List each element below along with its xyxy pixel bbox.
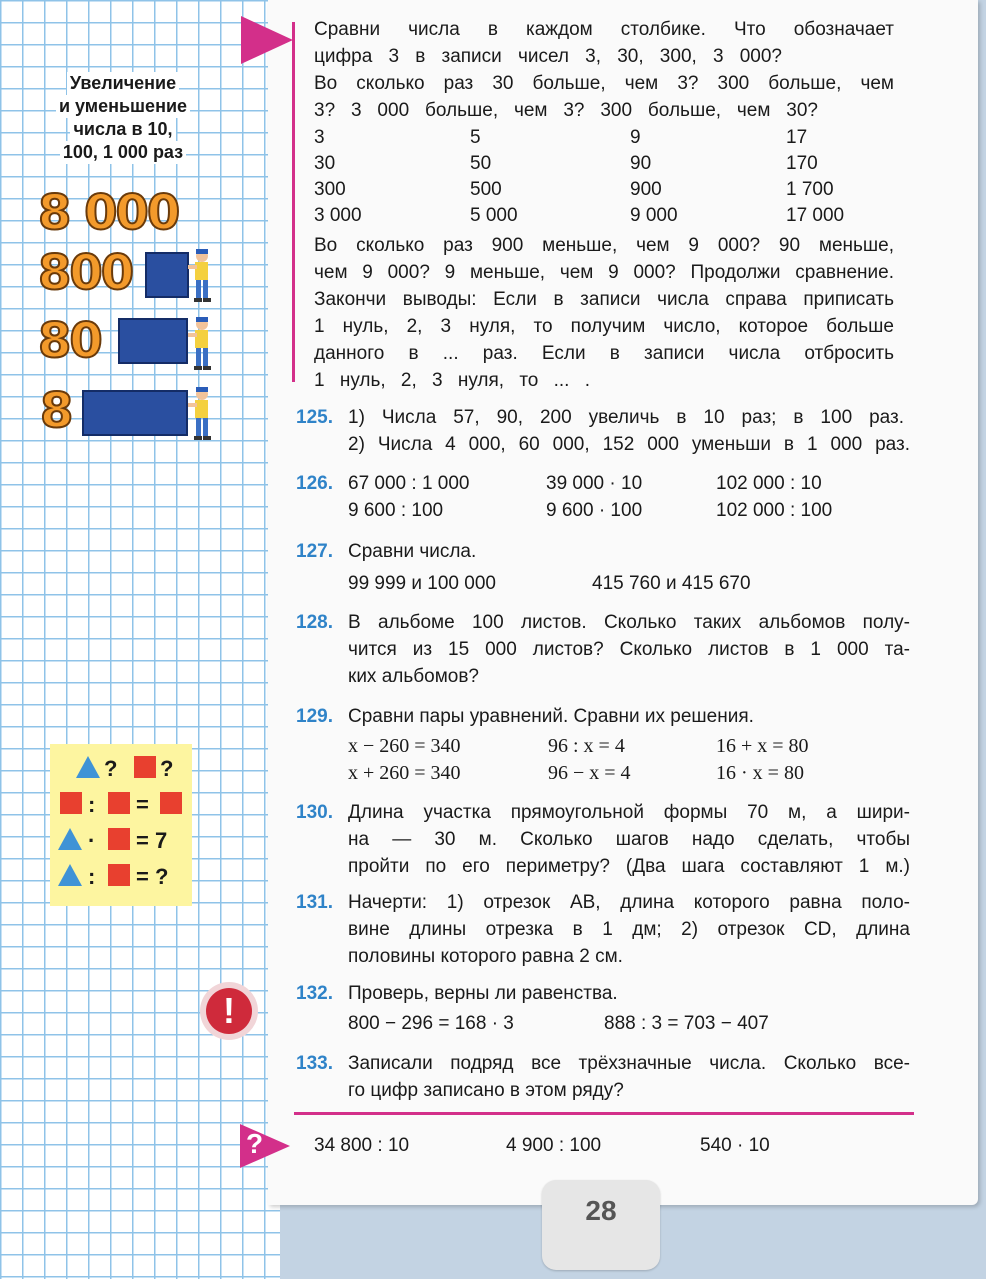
puzzle-symbol: : [88,792,96,817]
puzzle-symbol: = ? [136,864,169,889]
expression: 39 000 · 10 [546,473,643,494]
blue-block [145,252,189,298]
equation: 96 − x = 4 [548,762,631,784]
square-icon [160,792,182,814]
exercise-text: Начерти: 1) отрезок AB, длина которого равна поло- [348,892,910,913]
divider-line [294,1112,914,1115]
exercise-text: Сравни пары уравнений. Сравни их решения. [348,706,754,727]
digits-8000: 8 000 [38,185,179,241]
pushing-boy-icon [188,386,214,442]
digits-80: 80 [38,313,101,369]
intro-text-line: Закончи выводы: Если в записи числа справа приписать [314,289,894,310]
exercise-text: В альбоме 100 листов. Сколько таких альбомов полу- [348,612,910,633]
table-cell: 5 [470,127,481,148]
exercise-text: на — 30 м. Сколько шагов надо сделать, чтобы [348,829,910,850]
puzzle-row [50,754,192,784]
expression: 9 600 : 100 [348,500,444,521]
comparison: 99 999 и 100 000 [348,573,496,594]
blue-block [118,318,188,364]
intro-text-line: чем 9 000? 9 меньше, чем 9 000? Продолжи сравнение. [314,262,894,283]
comparison: 415 760 и 415 670 [592,573,751,594]
shape-puzzle-card [50,744,192,906]
intro-text-line: 1 нуль, 2, 3 нуля, то ... . [314,370,590,391]
bottom-expression: 4 900 : 100 [506,1135,602,1156]
exercise-number: 133. [296,1053,333,1074]
topic-line: и уменьшение [56,95,190,118]
triangle-icon [58,864,82,886]
digits-8: 8 [40,383,72,439]
exercise-text: пройти по его периметру? (Два шага составляют 1 м.) [348,856,910,877]
equation: x − 260 = 340 [348,735,461,757]
exercise-text: Сравни числа. [348,541,477,562]
warning-mark: ! [206,988,252,1034]
table-cell: 1 700 [786,179,834,200]
table-cell: 30 [314,153,336,174]
bottom-expression: 34 800 : 10 [314,1135,410,1156]
table-cell: 9 000 [630,205,678,226]
exercise-text: 2) Числа 4 000, 60 000, 152 000 уменьши в 1 000 раз. [348,434,910,455]
table-cell: 500 [470,179,502,200]
expression: 67 000 : 1 000 [348,473,470,494]
expression: 9 600 · 100 [546,500,643,521]
triangle-icon [76,756,100,778]
intro-text-line: Сравни числа в каждом столбике. Что обозначает [314,19,894,40]
exercise-number: 129. [296,706,333,727]
equality: 800 − 296 = 168 · 3 [348,1013,514,1034]
table-cell: 300 [314,179,346,200]
pushing-boy-icon [188,248,214,304]
equation: 16 · x = 80 [716,762,804,784]
equality: 888 : 3 = 703 − 407 [604,1013,769,1034]
intro-text-line: цифра 3 в записи чисел 3, 30, 300, 3 000? [314,46,782,67]
puzzle-row [50,862,192,892]
intro-margin-line [292,22,295,382]
pushing-boy-icon [188,316,214,372]
exercise-number: 127. [296,541,333,562]
topic-line: Увеличение [67,72,179,95]
exercise-number: 132. [296,983,333,1004]
exercise-text: вине длины отрезка в 1 дм; 2) отрезок CD, длина [348,919,910,940]
table-cell: 3 000 [314,205,362,226]
square-icon [108,828,130,850]
table-cell: 3 [314,127,325,148]
exercise-text: 1) Числа 57, 90, 200 увеличь в 10 раз; в 100 раз. [348,407,904,428]
exercise-text: го цифр записано в этом ряду? [348,1080,624,1101]
exercise-text: половины которого равна 2 см. [348,946,623,967]
puzzle-symbol: : [88,864,96,889]
intro-text-line: 3? 3 000 больше, чем 3? 300 больше, чем 30? [314,100,818,121]
square-icon [134,756,156,778]
exercise-text: Длина участка прямоугольной формы 70 м, а шири- [348,802,910,823]
exercise-text: Проверь, верны ли равенства. [348,983,618,1004]
pointer-arrow-icon [241,16,293,64]
table-cell: 900 [630,179,662,200]
puzzle-symbol: · [88,828,96,853]
puzzle-row [50,790,192,820]
puzzle-symbol: = [136,792,149,817]
intro-text-line: данного в ... раз. Если в записи числа отбросить [314,343,894,364]
square-icon [108,792,130,814]
question-badge-icon [240,1124,292,1168]
expression: 102 000 : 10 [716,473,822,494]
square-icon [108,864,130,886]
topic-line: 100, 1 000 раз [60,141,186,164]
exercise-number: 130. [296,802,333,823]
intro-text-line: Во сколько раз 30 больше, чем 3? 300 больше, чем [314,73,894,94]
puzzle-symbol: ? [104,756,118,781]
digits-800: 800 [38,245,133,301]
expression: 102 000 : 100 [716,500,833,521]
intro-text-line: Во сколько раз 900 меньше, чем 9 000? 90 меньше, [314,235,894,256]
table-cell: 17 000 [786,205,845,226]
table-cell: 50 [470,153,492,174]
square-icon [60,792,82,814]
puzzle-symbol: ? [160,756,174,781]
exercise-text: ких альбомов? [348,666,479,687]
table-cell: 9 [630,127,641,148]
table-cell: 170 [786,153,818,174]
topic-label [38,72,208,164]
exercise-number: 126. [296,473,333,494]
table-cell: 90 [630,153,652,174]
exercise-text: Записали подряд все трёхзначные числа. Сколько все- [348,1053,910,1074]
bottom-expression: 540 · 10 [700,1135,770,1156]
question-mark: ? [246,1128,264,1159]
table-cell: 17 [786,127,808,148]
exercise-number: 125. [296,407,333,428]
intro-text-line: 1 нуль, 2, 3 нуля, то получим число, которое больше [314,316,894,337]
equation: 96 : x = 4 [548,735,625,757]
puzzle-row [50,826,192,856]
topic-line: числа в 10, [70,118,175,141]
warning-badge-icon [200,982,258,1040]
page-number: 28 [542,1180,660,1270]
table-cell: 5 000 [470,205,518,226]
exercise-number: 128. [296,612,333,633]
exercise-text: чится из 15 000 листов? Сколько листов в 1 000 та- [348,639,910,660]
triangle-icon [58,828,82,850]
exercise-number: 131. [296,892,333,913]
equation: x + 260 = 340 [348,762,461,784]
blue-block [82,390,188,436]
puzzle-symbol: = 7 [136,828,168,853]
equation: 16 + x = 80 [716,735,809,757]
